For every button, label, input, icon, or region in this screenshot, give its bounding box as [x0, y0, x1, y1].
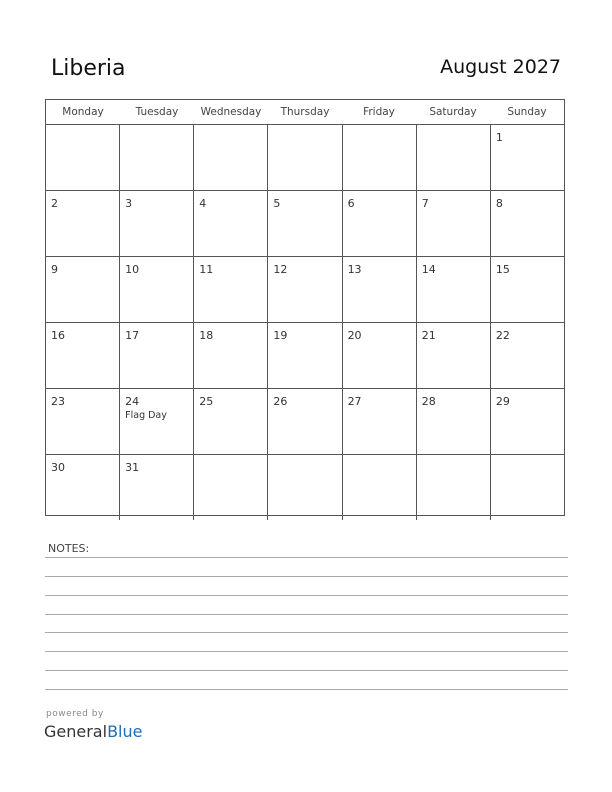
- note-line: [45, 557, 568, 558]
- day-number: 21: [421, 329, 436, 342]
- day-cell: [119, 323, 193, 388]
- week-row: [46, 257, 564, 323]
- powered-by-text: powered by: [46, 709, 104, 719]
- day-number: 26: [273, 395, 288, 408]
- day-cell: [490, 455, 564, 520]
- week-row: [46, 125, 564, 191]
- week-row: [46, 323, 564, 389]
- day-number: 24: [125, 395, 140, 408]
- weekday-header-row: [46, 100, 564, 125]
- day-cell: [342, 191, 416, 256]
- day-cell: [416, 257, 490, 322]
- day-cell: [342, 389, 416, 454]
- day-number: 29: [495, 395, 510, 408]
- day-number: 16: [51, 329, 65, 342]
- day-number: 23: [51, 395, 65, 408]
- day-cell: [416, 323, 490, 388]
- day-cell: [342, 257, 416, 322]
- day-cell: [267, 125, 341, 190]
- week-row: [46, 191, 564, 257]
- weeks-container: [46, 125, 564, 520]
- week-row: [46, 455, 564, 520]
- day-cell: [490, 125, 564, 190]
- day-number: 18: [199, 329, 214, 342]
- day-cell: [119, 191, 193, 256]
- day-number: 20: [347, 329, 362, 342]
- day-cell: [119, 455, 193, 520]
- day-cell: [267, 389, 341, 454]
- day-cell: [267, 455, 341, 520]
- weekday-monday: Monday: [62, 106, 104, 118]
- holiday-label: Flag Day: [125, 410, 167, 421]
- day-cell: [490, 191, 564, 256]
- day-number: 6: [347, 197, 355, 210]
- day-cell: [490, 257, 564, 322]
- day-cell: [416, 389, 490, 454]
- day-cell: [46, 323, 119, 388]
- day-cell: [342, 455, 416, 520]
- note-line: [45, 670, 568, 671]
- day-number: 1: [495, 131, 503, 144]
- note-line: [45, 614, 568, 615]
- weekday-saturday: Saturday: [429, 106, 477, 118]
- note-line: [45, 651, 568, 652]
- day-cell: [119, 257, 193, 322]
- day-number: 15: [495, 263, 510, 276]
- weekday-thursday: Thursday: [280, 106, 330, 118]
- day-cell: [119, 389, 193, 454]
- month-year-title: August 2027: [440, 56, 561, 78]
- day-cell: [490, 323, 564, 388]
- day-cell: [416, 125, 490, 190]
- day-cell: [416, 455, 490, 520]
- brand-logo[interactable]: [44, 722, 142, 741]
- day-number: 25: [199, 395, 214, 408]
- day-cell: [490, 389, 564, 454]
- day-cell: [46, 125, 119, 190]
- brand-name-part2: Blue: [107, 722, 143, 741]
- day-number: 3: [125, 197, 133, 210]
- note-line: [45, 595, 568, 596]
- day-cell: [267, 257, 341, 322]
- day-number: 12: [273, 263, 288, 276]
- weekday-tuesday: Tuesday: [135, 106, 179, 118]
- day-number: 28: [421, 395, 436, 408]
- note-line: [45, 632, 568, 633]
- day-number: 17: [125, 329, 140, 342]
- day-number: 11: [199, 263, 214, 276]
- day-number: 13: [347, 263, 362, 276]
- day-number: 22: [495, 329, 510, 342]
- day-cell: [119, 125, 193, 190]
- day-cell: [46, 455, 119, 520]
- week-row: [46, 389, 564, 455]
- day-number: 14: [421, 263, 436, 276]
- day-cell: [46, 257, 119, 322]
- day-number: 19: [273, 329, 288, 342]
- day-number: 7: [421, 197, 429, 210]
- day-number: 4: [199, 197, 207, 210]
- day-cell: [46, 191, 119, 256]
- day-cell: [342, 125, 416, 190]
- day-number: 31: [125, 461, 140, 474]
- day-number: 5: [273, 197, 281, 210]
- note-line: [45, 689, 568, 690]
- country-title: Liberia: [51, 56, 126, 81]
- weekday-wednesday: Wednesday: [200, 106, 262, 118]
- notes-label: NOTES:: [48, 542, 90, 555]
- weekday-sunday: Sunday: [507, 106, 547, 118]
- day-cell: [193, 257, 267, 322]
- day-number: 2: [51, 197, 58, 210]
- day-cell: [193, 389, 267, 454]
- day-cell: [267, 323, 341, 388]
- calendar-grid: [45, 99, 565, 516]
- day-number: 8: [495, 197, 503, 210]
- day-cell: [193, 125, 267, 190]
- weekday-friday: Friday: [363, 106, 395, 118]
- day-cell: [416, 191, 490, 256]
- note-line: [45, 576, 568, 577]
- day-cell: [193, 455, 267, 520]
- day-number: 27: [347, 395, 362, 408]
- day-cell: [46, 389, 119, 454]
- day-cell: [193, 323, 267, 388]
- day-cell: [193, 191, 267, 256]
- day-number: 30: [51, 461, 65, 474]
- day-number: 9: [51, 263, 58, 276]
- day-cell: [267, 191, 341, 256]
- day-number: 10: [125, 263, 140, 276]
- brand-name-part1: General: [44, 722, 108, 741]
- day-cell: [342, 323, 416, 388]
